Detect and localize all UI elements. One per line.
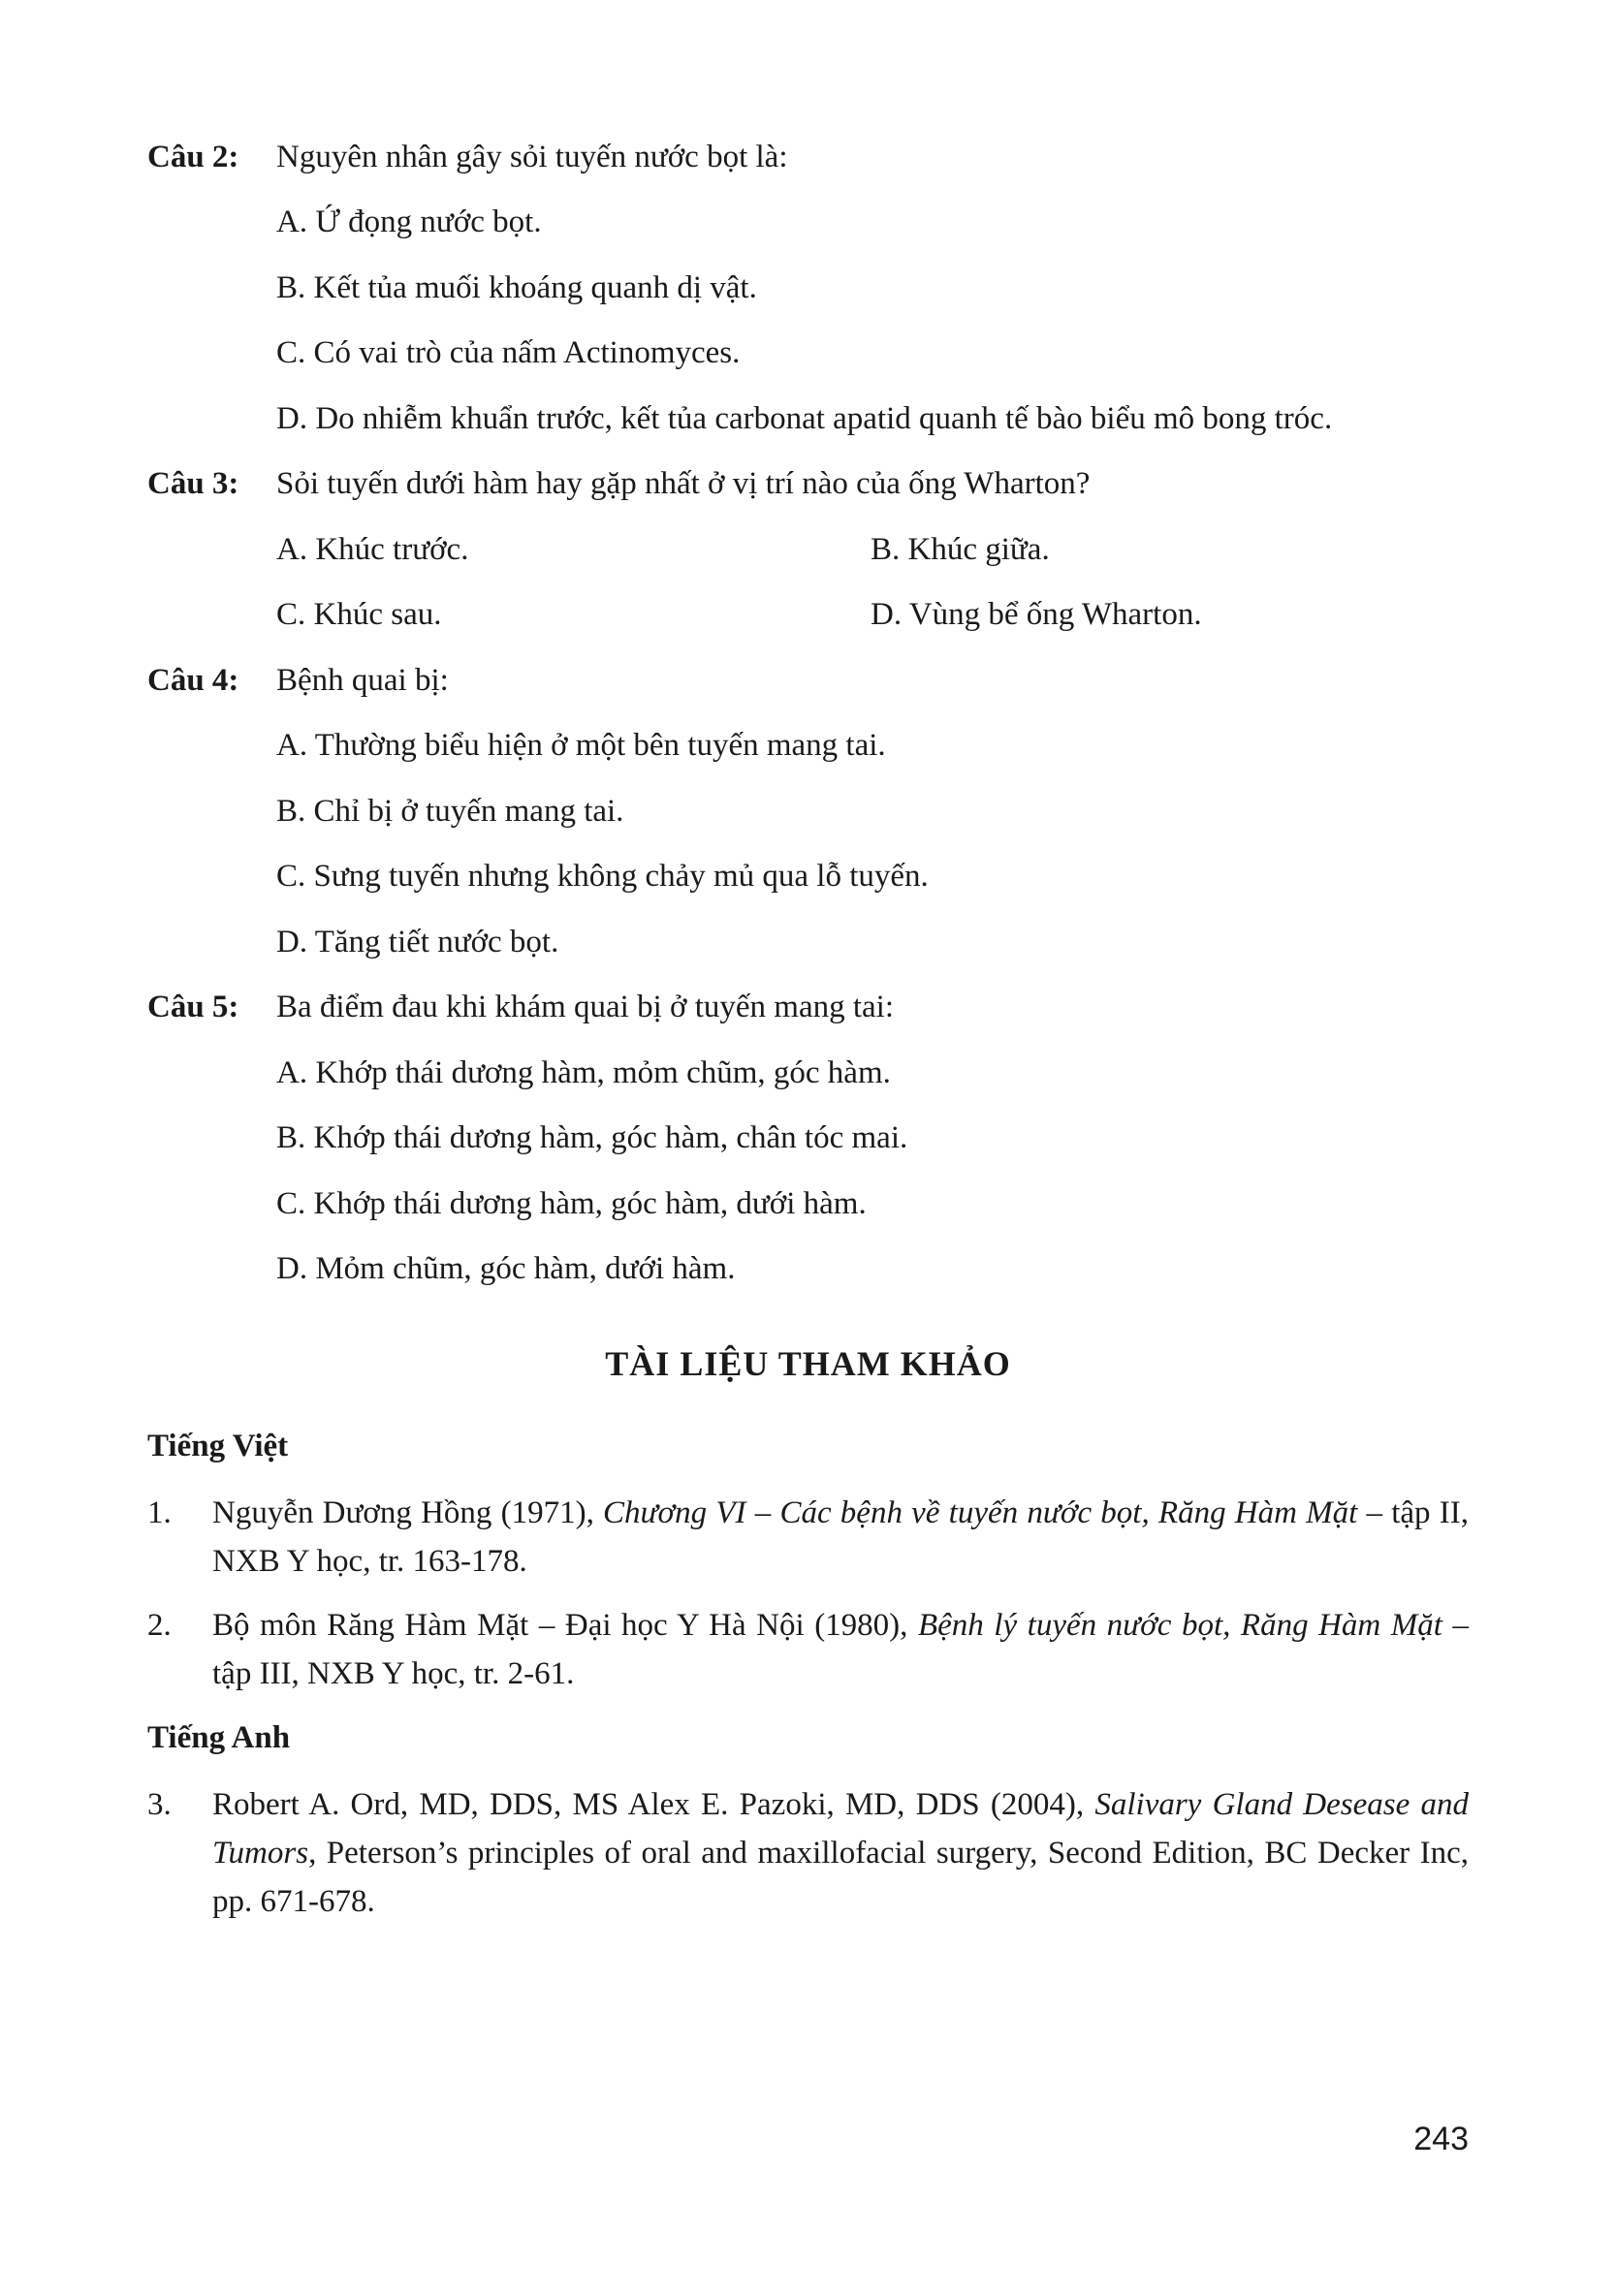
question-4-option-d: D. Tăng tiết nước bọt.: [276, 925, 559, 959]
reference-1-source: – tập II, NXB Y học, tr. 163-178.: [212, 1495, 1469, 1579]
reference-1-number: 1.: [147, 1495, 172, 1530]
question-3-option-d: D. Vùng bể ống Wharton.: [871, 597, 1202, 632]
question-4-option-c: C. Sưng tuyến nhưng không chảy mủ qua lỗ tuyến.: [276, 859, 929, 894]
question-4-label: Câu 4:: [147, 663, 239, 698]
reference-2-author: Bộ môn Răng Hàm Mặt – Đại học Y Hà Nội (1980),: [212, 1608, 918, 1643]
question-4-option-b: B. Chỉ bị ở tuyến mang tai.: [276, 794, 624, 829]
reference-2-title: Bệnh lý tuyến nước bọt, Răng Hàm Mặt: [917, 1608, 1442, 1643]
reference-2-text: [212, 1601, 1469, 1698]
reference-3-source: , Peterson’s principles of oral and maxillofacial surgery, Second Edition, BC Decker Inc, pp. 671-678.: [212, 1836, 1469, 1919]
question-3-option-c: C. Khúc sau.: [276, 597, 442, 632]
reference-3-number: 3.: [147, 1787, 172, 1822]
question-4-text: Bệnh quai bị:: [276, 663, 449, 698]
references-vietnamese-heading: Tiếng Việt: [147, 1429, 289, 1463]
question-4-option-a: A. Thường biểu hiện ở một bên tuyến mang tai.: [276, 728, 886, 763]
reference-2-source: – tập III, NXB Y học, tr. 2-61.: [212, 1608, 1470, 1691]
question-5-option-c: C. Khớp thái dương hàm, góc hàm, dưới hàm.: [276, 1186, 867, 1221]
question-2-option-a: A. Ứ đọng nước bọt.: [276, 204, 542, 239]
question-3-label: Câu 3:: [147, 466, 239, 501]
question-5-text: Ba điểm đau khi khám quai bị ở tuyến mang tai:: [276, 990, 894, 1024]
question-5-label: Câu 5:: [147, 990, 239, 1024]
question-5-option-d: D. Mỏm chũm, góc hàm, dưới hàm.: [276, 1251, 736, 1286]
question-2-text: Nguyên nhân gây sỏi tuyến nước bọt là:: [276, 140, 788, 174]
question-2-option-d: D. Do nhiễm khuẩn trước, kết tủa carbonat apatid quanh tế bào biểu mô bong tróc.: [276, 401, 1333, 436]
references-title: TÀI LIỆU THAM KHẢO: [605, 1344, 1011, 1383]
question-2-option-c: C. Có vai trò của nấm Actinomyces.: [276, 335, 741, 370]
reference-3-text: [212, 1780, 1469, 1926]
reference-3-author: Robert A. Ord, MD, DDS, MS Alex E. Pazoki, MD, DDS (2004),: [212, 1787, 1095, 1822]
question-2-option-b: B. Kết tủa muối khoáng quanh dị vật.: [276, 270, 757, 305]
question-3-option-a: A. Khúc trước.: [276, 532, 469, 567]
question-3-option-b: B. Khúc giữa.: [871, 532, 1050, 567]
question-5-option-b: B. Khớp thái dương hàm, góc hàm, chân tóc mai.: [276, 1120, 908, 1155]
question-5-option-a: A. Khớp thái dương hàm, mỏm chũm, góc hàm.: [276, 1055, 891, 1090]
reference-1-author: Nguyễn Dương Hồng (1971),: [212, 1495, 604, 1530]
question-2-label: Câu 2:: [147, 140, 239, 174]
reference-1-text: [212, 1489, 1469, 1586]
reference-1-title: Chương VI – Các bệnh về tuyến nước bọt, Răng Hàm Mặt: [603, 1495, 1358, 1530]
question-3-text: Sỏi tuyến dưới hàm hay gặp nhất ở vị trí nào của ống Wharton?: [276, 466, 1091, 501]
references-english-heading: Tiếng Anh: [147, 1720, 291, 1755]
reference-3-title: Salivary Gland Desease and Tumors: [212, 1787, 1470, 1871]
reference-2-number: 2.: [147, 1608, 172, 1643]
page-number: 243: [1413, 2121, 1469, 2157]
